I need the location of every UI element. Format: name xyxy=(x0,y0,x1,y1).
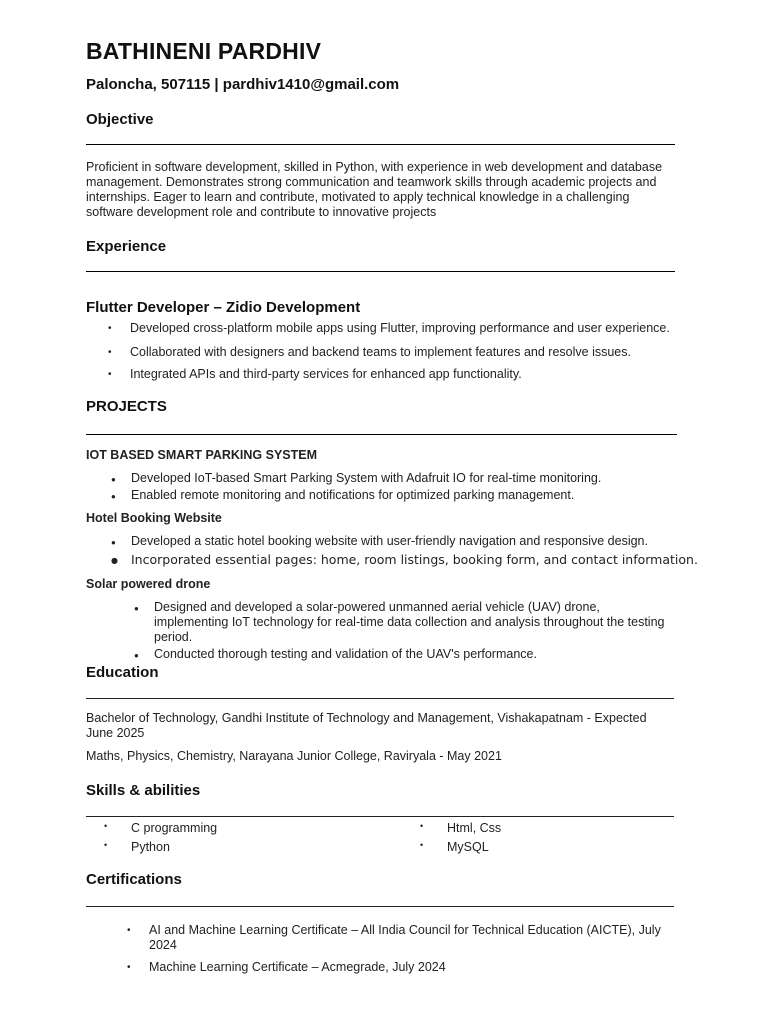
objective-paragraph xyxy=(86,160,686,220)
skill-item: • Html, Css xyxy=(447,821,501,835)
project-title: Hotel Booking Website xyxy=(86,511,222,525)
skills-divider xyxy=(86,816,674,817)
objective-divider xyxy=(86,144,675,145)
objective-line: internships. Eager to learn and contribute, motivated to apply technical knowledge in a challenging xyxy=(86,190,630,204)
objective-line: software development role and contribute to innovative projects xyxy=(86,205,437,219)
candidate-name: BATHINENI PARDHIV xyxy=(86,38,322,64)
projects-heading: PROJECTS xyxy=(86,398,167,415)
contact-line: Paloncha, 507115 | pardhiv1410@gmail.com xyxy=(86,76,400,93)
skill-item: • Python xyxy=(131,840,170,854)
project-bullet xyxy=(154,600,684,645)
project-title: IOT BASED SMART PARKING SYSTEM xyxy=(86,448,318,462)
project-bullet: ● Incorporated essential pages: home, room listings, booking form, and contact information. xyxy=(131,552,698,567)
project-bullet: ● Conducted thorough testing and validation of the UAV's performance. xyxy=(154,647,684,662)
certification-list xyxy=(149,923,679,975)
experience-bullet: • Integrated APIs and third-party services for enhanced app functionality. xyxy=(130,367,670,382)
education-line: June 2025 xyxy=(86,726,145,740)
certification-line: • AI and Machine Learning Certificate – All India Council for Technical Education (AICTE), July xyxy=(149,923,661,937)
education-entry xyxy=(86,711,686,741)
project-bullet-line: implementing IoT technology for real-time data collection and analysis throughout the testing xyxy=(154,615,665,629)
experience-heading: Experience xyxy=(86,238,167,255)
project-bullet-line: ● Designed and developed a solar-powered unmanned aerial vehicle (UAV) drone, xyxy=(154,600,600,614)
experience-bullet: • Collaborated with designers and backend teams to implement features and resolve issues. xyxy=(130,345,670,360)
skill-item: • MySQL xyxy=(447,840,489,854)
experience-divider xyxy=(86,271,675,272)
job-title: Flutter Developer – Zidio Development xyxy=(86,299,361,316)
project-title: Solar powered drone xyxy=(86,577,211,591)
project-bullets xyxy=(131,534,698,567)
project-bullet-line: period. xyxy=(154,630,193,644)
experience-bullet: • Developed cross-platform mobile apps using Flutter, improving performance and user experience. xyxy=(130,321,670,336)
certification-item: • Machine Learning Certificate – Acmegrade, July 2024 xyxy=(149,960,679,975)
projects-divider xyxy=(86,434,677,435)
skills-heading: Skills & abilities xyxy=(86,782,201,799)
project-bullet: ● Enabled remote monitoring and notifications for optimized parking management. xyxy=(131,488,601,503)
skill-item: • C programming xyxy=(131,821,217,835)
project-bullets xyxy=(131,471,601,503)
education-entry: Maths, Physics, Chemistry, Narayana Junior College, Raviryala - May 2021 xyxy=(86,749,502,763)
project-bullet: ● Developed a static hotel booking website with user-friendly navigation and responsive design. xyxy=(131,534,698,549)
objective-line: Proficient in software development, skilled in Python, with experience in web development and database xyxy=(86,160,663,174)
project-bullet: ● Developed IoT-based Smart Parking System with Adafruit IO for real-time monitoring. xyxy=(131,471,601,486)
objective-heading: Objective xyxy=(86,111,154,128)
certifications-heading: Certifications xyxy=(86,871,182,888)
certifications-divider xyxy=(86,906,674,907)
objective-line: management. Demonstrates strong communication and teamwork skills through academic projects and xyxy=(86,175,657,189)
certification-line: 2024 xyxy=(149,938,177,952)
education-divider xyxy=(86,698,674,699)
education-heading: Education xyxy=(86,664,159,681)
certification-item xyxy=(149,923,679,953)
experience-bullets xyxy=(130,321,670,382)
project-bullets xyxy=(154,600,684,662)
education-line: Bachelor of Technology, Gandhi Institute of Technology and Management, Vishakapatnam - Expected xyxy=(86,711,647,725)
